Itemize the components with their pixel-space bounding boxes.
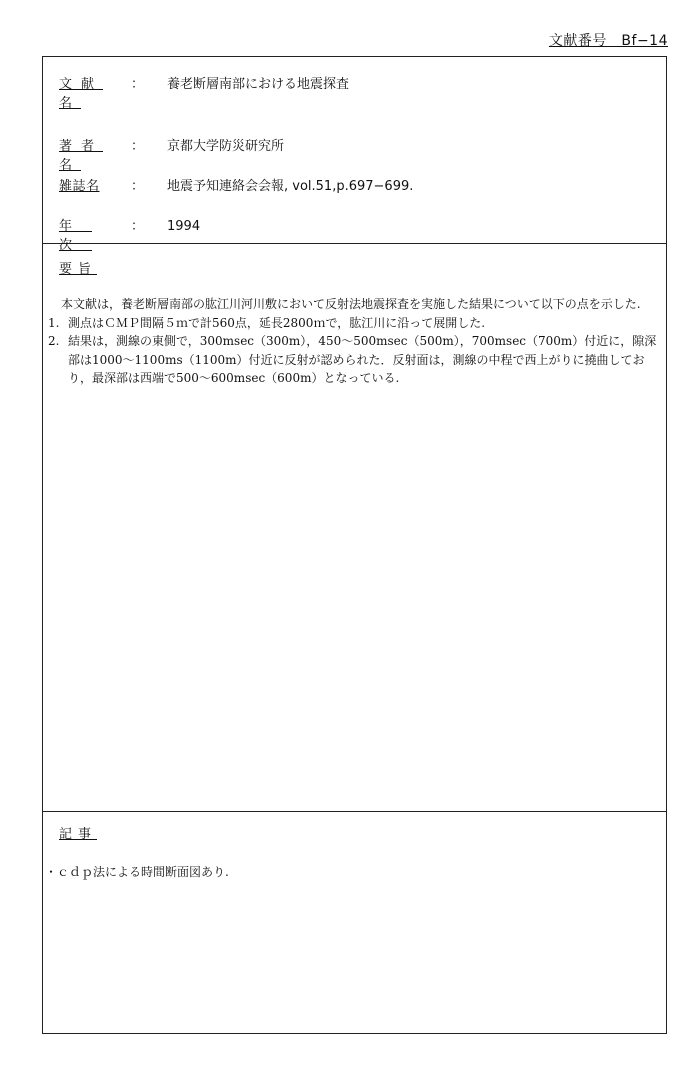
- author-label: 著者名: [59, 139, 104, 173]
- summary-item-number: 2.: [48, 334, 60, 348]
- year-value: 1994: [167, 219, 201, 234]
- title-row: [59, 73, 349, 111]
- title-colon: ：: [131, 77, 145, 92]
- journal-label: 雑誌名: [59, 179, 100, 194]
- notes-text: ・ｃｄｐ法による時間断面図あり.: [45, 865, 229, 879]
- year-colon: ：: [131, 219, 145, 234]
- author-value: 京都大学防災研究所: [167, 139, 285, 154]
- title-value: 養老断層南部における地震探査: [167, 77, 350, 92]
- summary-item-number: 1.: [48, 315, 60, 330]
- bibliographic-section: [43, 57, 666, 253]
- summary-heading: 要旨: [59, 262, 98, 277]
- summary-section: [43, 243, 666, 812]
- title-label: 文献名: [59, 77, 104, 111]
- summary-intro: 本文献は，養老断層南部の肱江川河川敷において反射法地震探査を実施した結果について以下の点を示した.: [61, 297, 641, 311]
- summary-item-2: [48, 332, 660, 388]
- document-number: 文献番号 Bf−14: [548, 33, 668, 49]
- year-label: 年次: [59, 219, 93, 253]
- summary-item-1: [48, 314, 660, 333]
- summary-item-text: 測点はＣＭＰ間隔５ｍで計560点，延長2800ｍで，肱江川に沿って展開した.: [68, 315, 486, 330]
- notes-heading: 記事: [59, 827, 98, 842]
- journal-colon: ：: [131, 179, 145, 194]
- notes-section: [43, 811, 666, 1033]
- journal-row: [59, 175, 413, 194]
- journal-value: 地震予知連絡会会報, vol.51,p.697−699.: [167, 179, 414, 194]
- author-colon: ：: [131, 139, 145, 154]
- author-row: [59, 135, 284, 173]
- summary-item-text: 結果は，測線の東側で，300msec（300m），450〜500msec（500m），700msec（700m）付近に，隙深部は1000〜1100ms（1100m）付近に反射が認められた．反射面は，測線の中程で西上がりに撓曲しており，最深部は西端で500〜600msec（600m）となっている.: [68, 334, 657, 385]
- summary-body: [48, 295, 660, 388]
- document-frame: [42, 56, 667, 1034]
